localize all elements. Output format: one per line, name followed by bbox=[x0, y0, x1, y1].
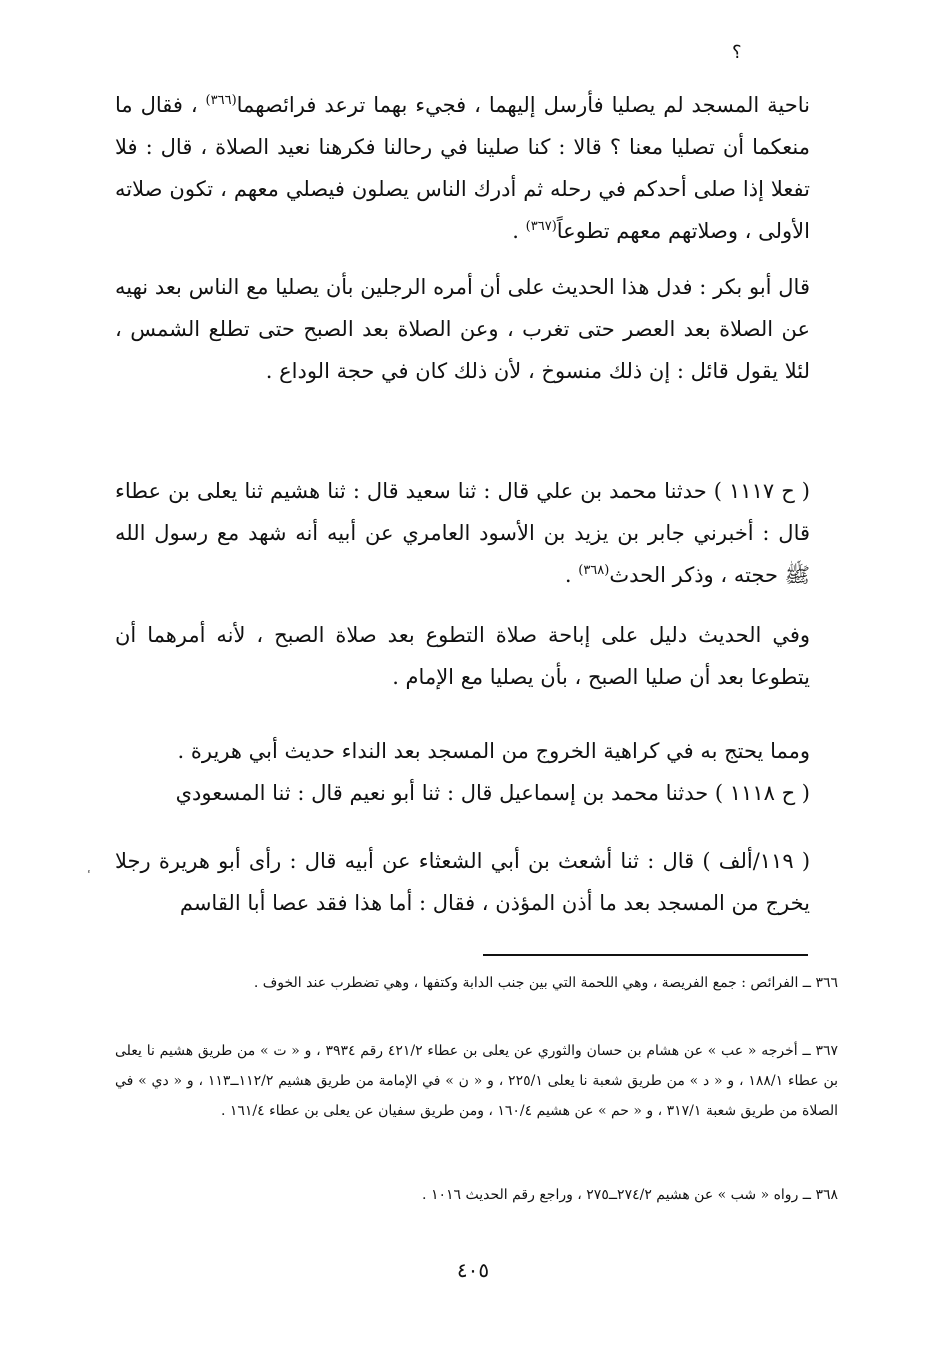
hadith-1118-text: ( ح ١١١٨ ) حدثنا محمد بن إسماعيل قال : ثنا أبو نعيم قال : ثنا المسعودي bbox=[175, 781, 810, 805]
paragraph-2 bbox=[115, 266, 810, 392]
paragraph-5-text: ومما يحتج به في كراهية الخروج من المسجد بعد النداء حديث أبي هريرة . bbox=[177, 739, 810, 763]
paragraph-7-text: ( ١١٩/ألف ) قال : ثنا أشعث بن أبي الشعثاء عن أبيه قال : رأى أبو هريرة رجلا يخرج من المسجد بعد ما أذن المؤذن ، فقال : أما هذا فقد عصا أبا القاسم bbox=[115, 849, 811, 915]
footnote-368: ٣٦٨ ــ رواه « شب » عن هشيم ٢٧٤/٢ــ٢٧٥ ، وراجع رقم الحديث ١٠١٦ . bbox=[422, 1187, 838, 1203]
hadith-1118 bbox=[115, 772, 810, 814]
paragraph-5 bbox=[115, 730, 810, 772]
page-number: ٤٠٥ bbox=[456, 1258, 490, 1282]
paragraph-1-text: ناحية المسجد لم يصليا فأرسل إليهما ، فجيء بهما ترعد فرائصهما bbox=[236, 93, 810, 117]
paragraph-1-end: . bbox=[512, 219, 519, 243]
footnote-ref-368: (٣٦٨) bbox=[578, 563, 610, 578]
hadith-1117 bbox=[115, 470, 810, 596]
paragraph-1 bbox=[115, 84, 810, 252]
footnote-ref-367: (٣٦٧) bbox=[525, 219, 557, 234]
paragraph-2-text: قال أبو بكر : فدل هذا الحديث على أن أمره الرجلين بأن يصليا مع الناس بعد نهيه عن الصلاة بعد العصر حتى تغرب ، وعن الصلاة بعد الصبح حتى تطلع الشمس ، لئلا يقول قائل : إن ذلك منسوخ ، لأن ذلك كان في حجة الوداع . bbox=[115, 275, 810, 383]
paragraph-7 bbox=[115, 840, 810, 924]
footnote-ref-366: (٣٦٦) bbox=[205, 93, 237, 108]
paragraph-4 bbox=[115, 614, 810, 698]
paragraph-4-text: وفي الحديث دليل على إباحة صلاة التطوع بعد صلاة الصبح ، لأنه أمرهما أن يتطوعا بعد أن صليا الصبح ، بأن يصليا مع الإمام . bbox=[115, 623, 810, 689]
hadith-1117-text: ( ح ١١١٧ ) حدثنا محمد بن علي قال : ثنا سعيد قال : ثنا هشيم ثنا يعلى بن عطاء قال : أخبرني جابر بن يزيد بن الأسود العامري عن أبيه أنه شهد مع رسول الله ﷺ حجته ، وذكر الحدث bbox=[115, 479, 811, 587]
corner-mark: ؟ bbox=[732, 42, 742, 63]
footnote-366: ٣٦٦ ــ الفرائص : جمع الفريصة ، وهي اللحمة التي بين جنب الدابة وكتفها ، وهي تضطرب عند الخوف . bbox=[253, 975, 838, 991]
footnote-separator bbox=[483, 954, 808, 956]
paragraph-1-continuation: ، فقال ما منعكما أن تصليا معنا ؟ قالا : كنا صلينا في رحالنا فكرهنا نعيد الصلاة ، قال : فلا تفعلا إذا صلى أحدكم في رحله ثم أدرك الناس يصلون فيصلي معهم ، تكون صلاته الأولى ، وصلاتهم معهم تطوعاً bbox=[115, 93, 810, 243]
hadith-1117-end: . bbox=[564, 563, 572, 587]
footnote-367: ٣٦٧ ــ أخرجه « عب » عن هشام بن حسان والثوري عن يعلى بن عطاء ٤٢١/٢ رقم ٣٩٣٤ ، و « ت » من طريق هشيم نا يعلى بن عطاء ١٨٨/١ ، و « د » من طريق شعبة نا يعلى ٢٢٥/١ ، و « ن » في الإمامة من طريق هشيم ١١٢/٢ــ١١٣ ، و « دي » في الصلاة من طريق شعبة ٣١٧/١ ، و « حم » عن هشيم ١٦٠/٤ ، ومن طريق سفيان عن يعلى بن عطاء ١٦١/٤ . bbox=[115, 1043, 839, 1119]
